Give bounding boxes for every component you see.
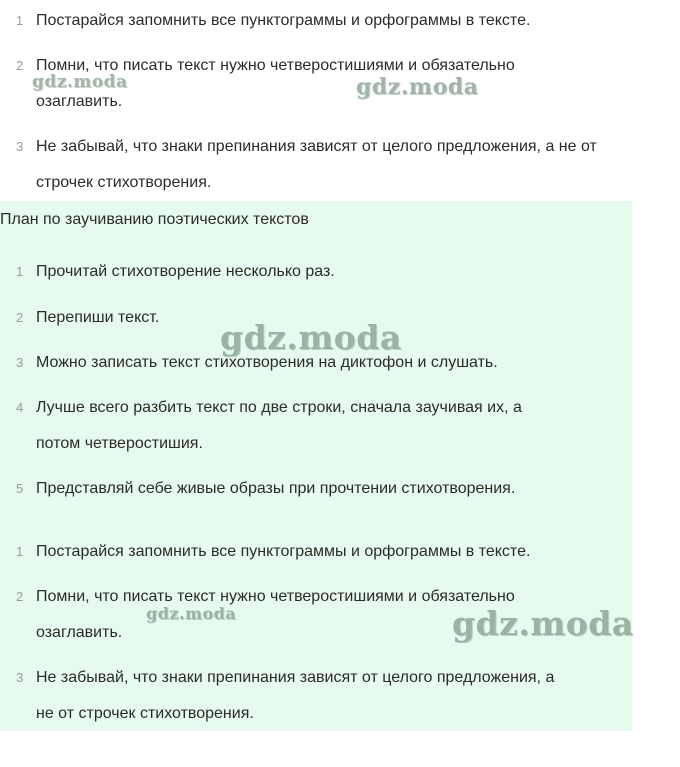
list-item-number: 4 — [16, 400, 24, 415]
list-item-number: 3 — [16, 355, 24, 370]
list-item-text: озаглавить. — [36, 93, 123, 110]
list-item-number: 1 — [16, 13, 24, 28]
list-item-text: Постарайся запомнить все пунктограммы и орфограммы в тексте. — [36, 12, 531, 29]
list-item-text: озаглавить. — [36, 624, 123, 641]
list-item-text: Представляй себе живые образы при прочтении стихотворения. — [36, 480, 516, 497]
list-item-number: 3 — [16, 139, 24, 154]
list-item-text: не от строчек стихотворения. — [36, 705, 254, 722]
list-item-number: 1 — [16, 264, 24, 279]
list-item-number: 2 — [16, 310, 24, 325]
watermark-logo: gdz.moda — [220, 318, 402, 357]
watermark-logo: gdz.moda — [32, 72, 128, 92]
list-item-text: Прочитай стихотворение несколько раз. — [36, 263, 335, 280]
list-item-number: 3 — [16, 670, 24, 685]
watermark-logo: gdz.moda — [146, 604, 237, 623]
list-item-number: 1 — [16, 544, 24, 559]
list-item-text: Помни, что писать текст нужно четверостишиями и обязательно — [36, 57, 515, 74]
watermark-logo: gdz.moda — [356, 74, 479, 100]
list-item-text: Не забывай, что знаки препинания зависят от целого предложения, а не от — [36, 138, 597, 155]
list-item-text: Лучше всего разбить текст по две строки, сначала заучивая их, а — [36, 399, 522, 416]
plan-heading: План по заучиванию поэтических текстов — [0, 211, 309, 228]
list-item-text: Перепиши текст. — [36, 309, 160, 326]
watermark-logo: gdz.moda — [452, 604, 634, 643]
list-item-number: 2 — [16, 58, 24, 73]
list-item-text: Можно записать текст стихотворения на диктофон и слушать. — [36, 354, 498, 371]
list-item-text: Помни, что писать текст нужно четверостишиями и обязательно — [36, 588, 515, 605]
list-item-number: 5 — [16, 481, 24, 496]
list-item-text: строчек стихотворения. — [36, 174, 212, 191]
list-item-text: Постарайся запомнить все пунктограммы и орфограммы в тексте. — [36, 543, 531, 560]
list-item-text: потом четверостишия. — [36, 435, 203, 452]
list-item-text: Не забывай, что знаки препинания зависят от целого предложения, а — [36, 669, 555, 686]
list-item-number: 2 — [16, 589, 24, 604]
